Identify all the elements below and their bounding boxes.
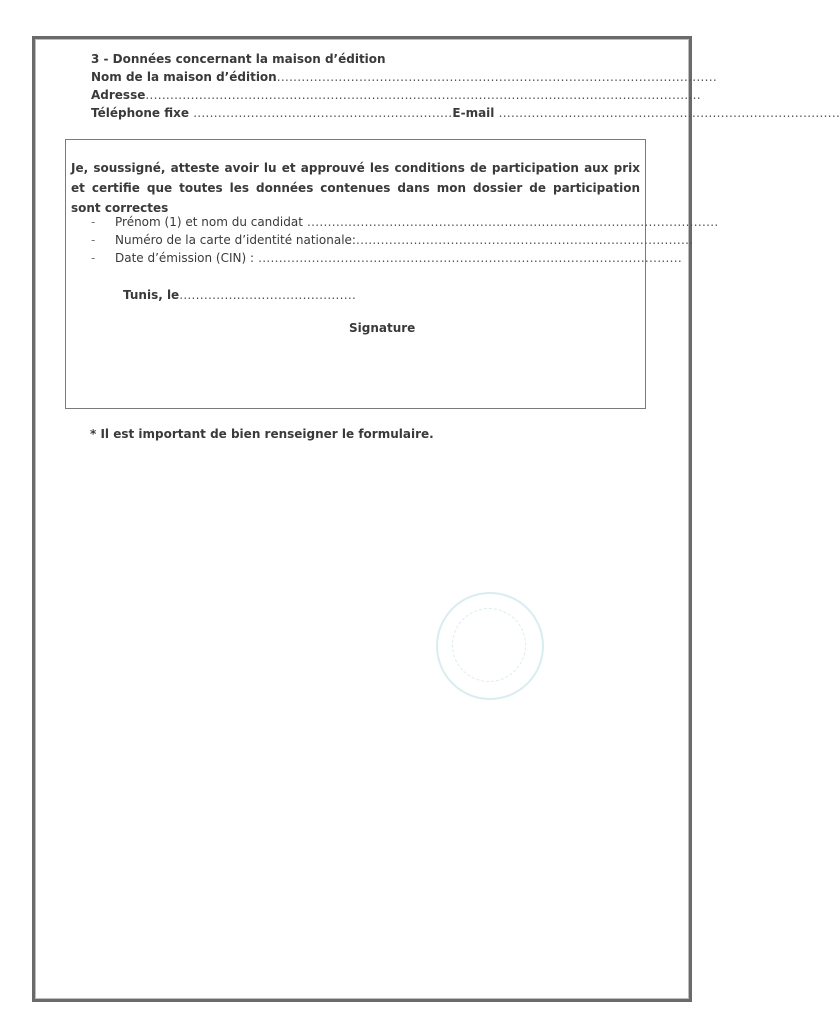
place-date-label: Tunis, le [123,288,180,302]
place-date-blank: ........................................... [179,288,357,302]
list-bullet: - [91,251,96,265]
candidate-name-blank: .................................................................................................... [302,215,719,229]
phone-label: Téléphone fixe [91,106,189,120]
official-stamp [436,592,544,700]
address-label: Adresse [91,88,146,102]
issue-date-item [91,250,682,266]
declaration-text: Je, soussigné, atteste avoir lu et approuvé les conditions de participation aux prix et certifie que toutes les données contenues dans mon dossier de participation sont correctes [71,161,640,215]
id-card-number-blank: .................................................................................. [355,233,694,247]
declaration-box [65,139,719,409]
phone-email-field [91,105,840,121]
list-bullet: - [91,215,96,229]
publisher-name-field [91,69,717,85]
footnote: * Il est important de bien renseigner le formulaire. [90,427,434,441]
place-date-line [123,288,356,302]
issue-date-label: Date d’émission (CIN) : [115,251,255,265]
publisher-name-label: Nom de la maison d’édition [91,70,277,84]
candidate-name-item [91,214,718,230]
section-heading: 3 - Données concernant la maison d’édition [91,52,386,66]
publisher-name-blank: ........................................................................................................... [276,70,717,84]
signature-label: Signature [349,321,416,335]
email-label: E-mail [452,106,495,120]
candidate-name-label: Prénom (1) et nom du candidat [115,215,303,229]
list-bullet: - [91,233,96,247]
phone-blank: ............................................................... [193,106,453,120]
id-card-number-label: Numéro de la carte d’identité nationale: [115,233,356,247]
address-blank: ....................................................................................................................................... [145,88,701,102]
id-card-number-item [91,232,693,248]
issue-date-blank: ....................................................................................................... [254,251,682,265]
address-field [91,87,701,103]
email-blank: ................................................................................... [498,106,840,120]
